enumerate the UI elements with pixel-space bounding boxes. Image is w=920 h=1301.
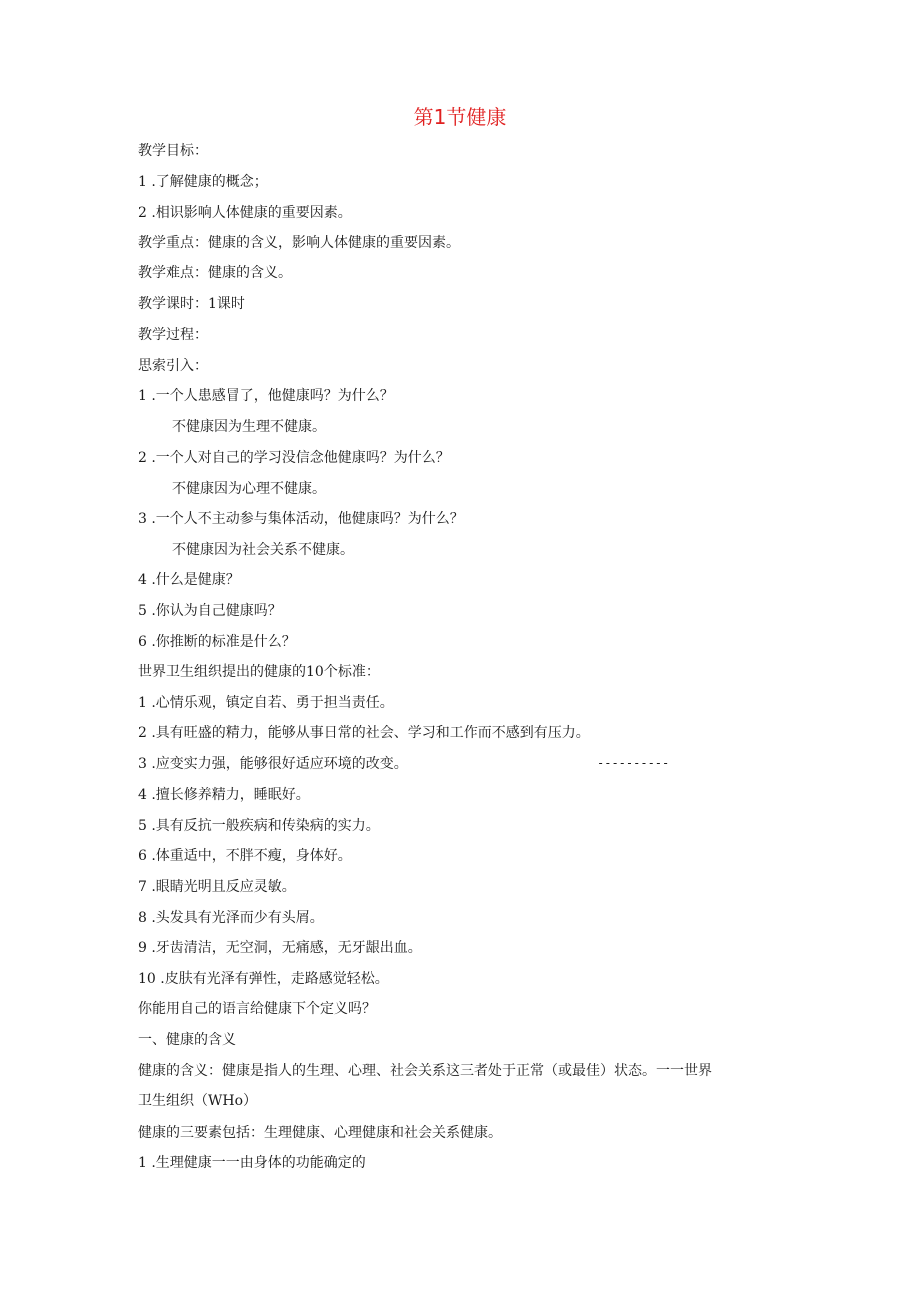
answer-line: 不健康因为社会关系不健康。 bbox=[172, 542, 354, 558]
text-line: 一、健康的含义 bbox=[138, 1032, 236, 1048]
text-line: 3 .一个人不主动参与集体活动，他健康吗？为什么？ bbox=[138, 511, 464, 527]
text-line: 1 .生理健康一一由身体的功能确定的 bbox=[138, 1155, 366, 1171]
text-line: 1 .一个人患感冒了，他健康吗？为什么？ bbox=[138, 388, 394, 404]
text-line: 2 .具有旺盛的精力，能够从事日常的社会、学习和工作而不感到有压力。 bbox=[138, 725, 590, 741]
text-line: 你能用自己的语言给健康下个定义吗？ bbox=[138, 1001, 376, 1017]
text-line: 5 .你认为自己健康吗？ bbox=[138, 603, 282, 619]
text-line: 6 .体重适中，不胖不瘦，身体好。 bbox=[138, 848, 352, 864]
text-line: 卫生组织（WHo） bbox=[138, 1093, 258, 1109]
text-line: 10 .皮肤有光泽有弹性，走路感觉轻松。 bbox=[138, 971, 389, 987]
text-line: 世界卫生组织提出的健康的10个标准： bbox=[138, 664, 380, 680]
text-line: 教学难点：健康的含义。 bbox=[138, 265, 292, 281]
text-line: 4 .擅长修养精力，睡眠好。 bbox=[138, 787, 310, 803]
text-line: 6 .你推断的标准是什么？ bbox=[138, 634, 296, 650]
answer-line: 不健康因为心理不健康。 bbox=[172, 481, 326, 497]
text-line: 7 .眼睛光明且反应灵敏。 bbox=[138, 879, 296, 895]
text-line: 9 .牙齿清洁，无空洞，无痛感，无牙龈出血。 bbox=[138, 940, 422, 956]
text-line: 2 .一个人对自己的学习没信念他健康吗？为什么？ bbox=[138, 450, 450, 466]
text-line: 5 .具有反抗一般疾病和传染病的实力。 bbox=[138, 818, 380, 834]
text-line: 1 .了解健康的概念； bbox=[138, 174, 268, 190]
text-line: 2 .相识影响人体健康的重要因素。 bbox=[138, 205, 352, 221]
text-line: 4 .什么是健康？ bbox=[138, 572, 240, 588]
text-line: 8 .头发具有光泽而少有头屑。 bbox=[138, 910, 324, 926]
text-line: 教学目标： bbox=[138, 143, 208, 159]
text-line: 健康的三要素包括：生理健康、心理健康和社会关系健康。 bbox=[138, 1125, 502, 1141]
text-line: 教学过程： bbox=[138, 327, 208, 343]
text-line: 教学重点：健康的含义，影响人体健康的重要因素。 bbox=[138, 235, 460, 251]
text-line: 1 .心情乐观，镇定自若、勇于担当责任。 bbox=[138, 695, 394, 711]
page-title: 第1节健康 bbox=[413, 105, 507, 129]
text-line: 3 .应变实力强，能够很好适应环境的改变。 bbox=[138, 756, 408, 772]
answer-line: 不健康因为生理不健康。 bbox=[172, 419, 326, 435]
dashed-separator: ---------- bbox=[597, 756, 670, 770]
text-line: 健康的含义：健康是指人的生理、心理、社会关系这三者处于正常（或最佳）状态。一一世界 bbox=[138, 1063, 712, 1079]
text-line: 思索引入： bbox=[138, 358, 208, 374]
text-line: 教学课时：1课时 bbox=[138, 296, 245, 312]
